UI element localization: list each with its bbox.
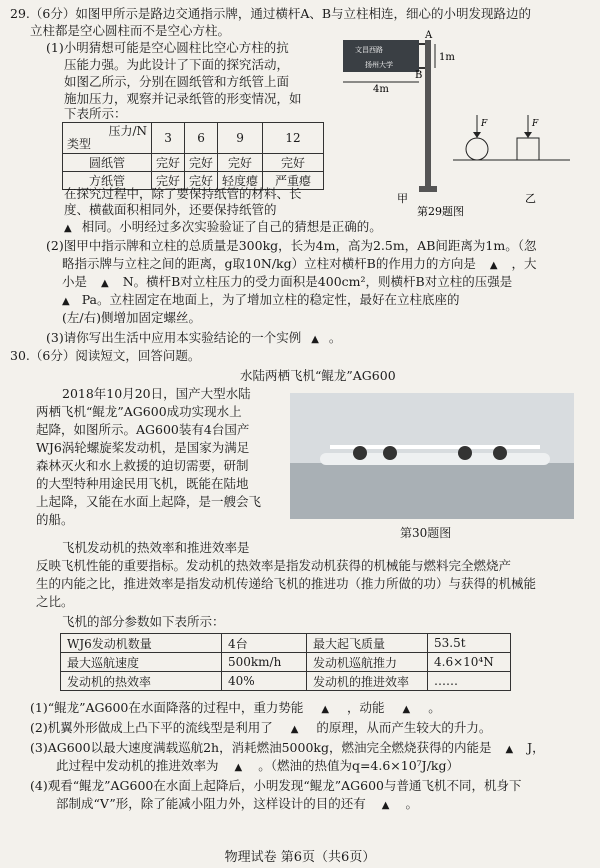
label-a: A [425,30,433,41]
q29-figure [335,30,590,220]
q30-p1-8: 的船。 [36,512,74,527]
q29-line-7: 下表所示： [64,106,127,121]
q30-p1-2: 两栖飞机“鲲龙”AG600成功实现水上 [36,404,242,419]
cell: WJ6发动机数量 [61,634,222,653]
q29-after-2: 度、横截面积相同外，还要保持纸管的 [64,202,277,217]
q30-p2-3: 生的内能之比，推进效率是指发动机传递给飞机的推进功（推力所做的功）与获得的机械能 [36,576,537,591]
cell: 轻度瘪 [218,172,263,190]
seaplane-illustration [290,393,574,519]
q30-p2-1: 飞机发动机的热效率和推进效率是 [62,540,250,555]
label-f-1: F [481,119,488,129]
cell: 严重瘪 [263,172,324,190]
q29-p2-1: (2)图甲中指示牌和立柱的总质量是300kg，长为4m，高为2.5m，AB间距离为1m。（忽 [46,238,537,253]
propeller-3 [458,446,472,460]
q30-p1-3: 起降，如图所示。AG600装有4台国产 [36,422,250,437]
col-3: 3 [152,123,185,154]
cell: 53.5t [428,634,511,653]
row-label: 圆纸管 [63,154,152,172]
label-b: B [415,70,423,81]
header-pressure: 压力/N [108,124,147,138]
label-1m: 1m [439,52,455,63]
q29-after-3-text: 相同。小明经过多次实验验证了自己的猜想是正确的。 [81,219,382,234]
arrow-head-2 [524,132,532,138]
q29-after-3 [64,219,382,237]
blank-mark: ▲ [311,334,319,345]
q30-q3b [56,758,459,776]
col-6: 6 [185,123,218,154]
q29-p2-2-text: 略指示牌与立柱之间的距离，g取10N/kg）立柱对横杆B的作用力的方向是 [62,256,476,271]
cell: 4.6×10⁴N [428,653,511,672]
blank-mark: ▲ [62,296,70,307]
sign-text-2: 扬州大学 [365,61,393,69]
q30-p1-6: 的大型特种用途民用飞机，既能在陆地 [36,476,249,491]
header-type: 类型 [67,137,92,151]
cell: …… [428,672,511,691]
q29-p2-4 [62,292,460,310]
q30-p1-1: 2018年10月20日，国产大型水陆 [62,386,251,401]
q30-q3 [30,740,545,758]
cell: 完好 [152,154,185,172]
seaplane-photo [290,393,574,519]
q30-q2 [30,720,491,738]
cell: 完好 [185,172,218,190]
q29-p2-3 [62,274,512,292]
q4b-end: 。 [405,796,418,811]
q29-p2-5: (左/右)侧增加固定螺丝。 [62,310,201,325]
q3-text: (3)AG600以最大速度满载巡航2h，消耗燃油5000kg，燃油完全燃烧获得的内能是 [30,740,492,755]
label-f-2: F [532,119,539,129]
blank-mark: ▲ [290,724,299,735]
q29-p2-2 [62,256,537,274]
label-jia: 甲 [397,192,408,205]
blank-mark: ▲ [101,278,109,289]
col-9: 9 [218,123,263,154]
q30-p1-7: 上起降，又能在水面上起降，是一艘会飞 [36,494,262,509]
cell: 完好 [218,154,263,172]
cell: 发动机的推进效率 [307,672,428,691]
q29-p3-text: (3)请你写出生活中应用本实验结论的一个实例 [46,330,302,345]
sky [290,393,574,463]
sign-text-1: 文昌西路 [355,46,383,54]
q29-p2-2-tail: ，大 [511,256,537,271]
q30-p2-2: 反映飞机性能的重要指标。发动机的热效率是指发动机获得的机械能与燃料完全燃烧产 [36,558,512,573]
q2-text: (2)机翼外形做成上凸下平的流线型是利用了 [30,720,273,735]
q29-line-4: 压能力强。为此设计了下面的探究活动， [64,57,290,72]
blank-mark: ▲ [321,704,330,715]
q1-text: (1)“鲲龙”AG600在水面降落的过程中，重力势能 [30,700,304,715]
q30-table [60,633,511,691]
q29-after-1: 在探究过程中，除了要保持纸管的材料、长 [64,186,302,201]
q1-end: 。 [428,700,441,715]
q30-q4: (4)观看“鲲龙”AG600在水面上起降后，小明发现“鲲龙”AG600与普通飞机不同，机身下 [30,778,522,793]
blank-mark: ▲ [505,744,514,755]
q29-line-5: 如图乙所示，分别在圆纸管和方纸管上面 [64,74,290,89]
pole-base [419,186,437,192]
cell: 完好 [185,154,218,172]
q3b-text-2: 。（燃油的热值为q=4.6×10⁷J/kg） [258,758,459,773]
q4b-text: 部制成“V”形，除了能减小阻力外，这样设计的目的还有 [56,796,366,811]
q29-caption: 第29题图 [417,205,464,218]
q29-line-2: 立柱都是空心圆柱而不是空心方柱。 [30,23,231,38]
q29-p3-end: 。 [328,330,342,345]
cell: 发动机的热效率 [61,672,222,691]
blank-mark: ▲ [489,260,498,271]
q29-p2-4-text: Pa。立柱固定在地面上，为了增加立柱的稳定性，最好在立柱底座的 [81,292,460,307]
q29-line-1: 29.（6分）如图甲所示是路边交通指示牌，通过横杆A、B与立柱相连，细心的小明发现路边的 [10,6,532,21]
q29-p2-3-head: 小是 [62,274,88,289]
q29-line-6: 施加压力，观察并记录纸管的形变情况，如 [64,91,302,106]
q2-text-2: 的原理，从而产生较大的升力。 [316,720,492,735]
page-footer: 物理试卷 第6页（共6页） [224,850,376,865]
q30-table-intro: 飞机的部分参数如下表所示： [62,614,225,629]
cell: 40% [222,672,307,691]
propeller-1 [353,446,367,460]
round-tube [466,138,488,160]
cell: 完好 [263,154,324,172]
cell: 发动机巡航推力 [307,653,428,672]
q29-table-header [63,123,152,154]
q30-line-1: 30.（6分）阅读短文，回答问题。 [10,348,201,363]
q30-p2-4: 之比。 [36,594,74,609]
cell: 最大起飞质量 [307,634,428,653]
blank-mark: ▲ [64,223,72,234]
col-12: 12 [263,123,324,154]
propeller-2 [383,446,397,460]
q30-q4b [56,796,418,814]
label-4m: 4m [373,84,389,95]
blank-mark: ▲ [381,800,390,811]
q29-line-3: (1)小明猜想可能是空心圆柱比空心方柱的抗 [46,40,289,55]
cell: 最大巡航速度 [61,653,222,672]
q29-p3 [46,330,341,348]
arrow-head-1 [473,132,481,138]
cell: 4台 [222,634,307,653]
q30-p1-4: WJ6涡轮螺旋桨发动机，是国家为满足 [36,440,250,455]
pole [425,40,431,190]
q30-title: 水陆两栖飞机“鲲龙”AG600 [240,368,396,383]
row-label: 方纸管 [63,172,152,190]
label-yi: 乙 [525,192,536,205]
q1-text-2: ，动能 [347,700,385,715]
water [290,463,574,519]
q29-table [62,122,324,190]
propeller-4 [493,446,507,460]
q30-p1-5: 森林灭火和水上救援的迫切需要，研制 [36,458,249,473]
q3-unit: J， [527,740,545,755]
cell: 500km/h [222,653,307,672]
cell: 完好 [152,172,185,190]
q30-q1 [30,700,441,718]
q30-caption: 第30题图 [400,526,452,540]
square-tube [517,138,539,160]
blank-mark: ▲ [402,704,411,715]
q3b-text: 此过程中发动机的推进效率为 [56,758,219,773]
blank-mark: ▲ [234,762,243,773]
q29-p2-3-text: N。横杆B对立柱压力的受力面积是400cm²，则横杆B对立柱的压强是 [122,274,513,289]
